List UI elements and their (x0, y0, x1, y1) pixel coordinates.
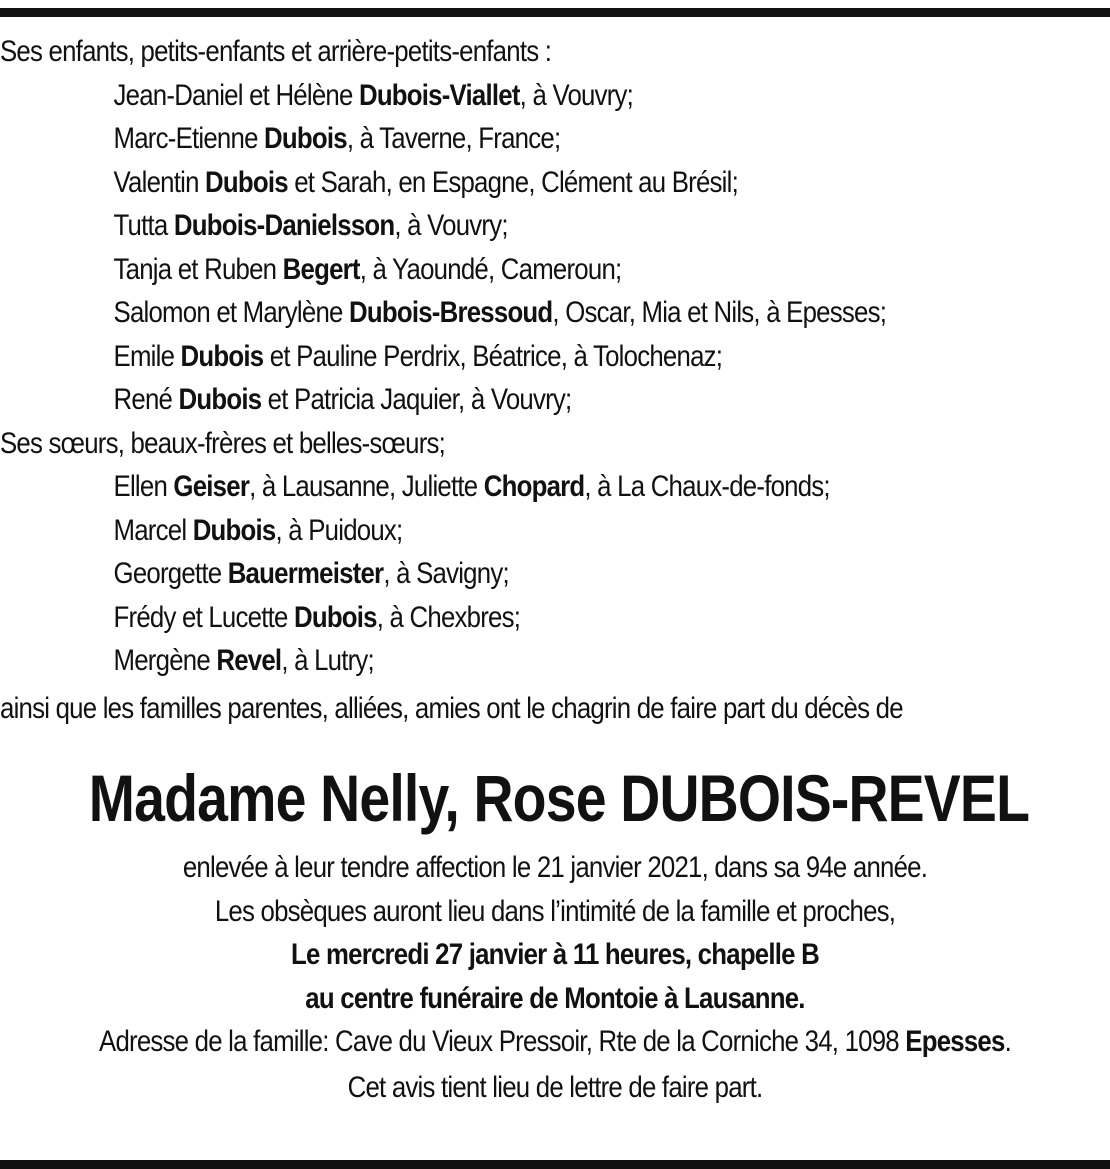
deceased-name: Madame Nelly, Rose DUBOIS-REVEL (88, 761, 1030, 835)
sibling-line: Frédy et Lucette Dubois, à Chexbres; (113, 600, 521, 634)
family-line: Jean-Daniel et Hélène Dubois-Viallet, à Vouvry; (113, 78, 634, 112)
footer-note: Cet avis tient lieu de lettre de faire part. (347, 1070, 763, 1104)
family-line: Valentin Dubois et Sarah, en Espagne, Clément au Brésil; (113, 165, 738, 199)
family-line: Marc-Etienne Dubois, à Taverne, France; (113, 122, 561, 155)
family-line: René Dubois et Patricia Jaquier, à Vouvry; (113, 383, 572, 416)
family-line: Tutta Dubois-Danielsson, à Vouvry; (113, 209, 508, 242)
top-border-rule (0, 8, 1110, 17)
family-line: Tanja et Ruben Begert, à Yaoundé, Cameroun; (113, 252, 622, 286)
sibling-line: Georgette Bauermeister, à Savigny; (113, 557, 509, 590)
siblings-heading: Ses sœurs, beaux-frères et belles-sœurs; (0, 426, 446, 460)
death-notice (0, 30, 1110, 1109)
sibling-line: Ellen Geiser, à Lausanne, Juliette Chopard, à La Chaux-de-fonds; (113, 470, 830, 503)
details-line: Les obsèques auront lieu dans l’intimité de la famille et proches, (214, 894, 896, 928)
family-address: Adresse de la famille: Cave du Vieux Pressoir, Rte de la Corniche 34, 1098 Epesses. (99, 1025, 1011, 1058)
ceremony-location-line: au centre funéraire de Montoie à Lausanne. (305, 981, 805, 1015)
ceremony-line: Le mercredi 27 janvier à 11 heures, chapelle B (290, 938, 820, 971)
sibling-line: Mergène Revel, à Lutry; (113, 644, 374, 677)
bottom-border-rule (0, 1160, 1110, 1169)
family-line: Emile Dubois et Pauline Perdrix, Béatrice, à Tolochenaz; (113, 339, 723, 373)
children-heading: Ses enfants, petits-enfants et arrière-petits-enfants : (0, 35, 552, 68)
sibling-line: Marcel Dubois, à Puidoux; (113, 513, 403, 547)
details-line: enlevée à leur tendre affection le 21 janvier 2021, dans sa 94e année. (182, 851, 928, 884)
family-line: Salomon et Marylène Dubois-Bressoud, Oscar, Mia et Nils, à Epesses; (113, 296, 887, 329)
closing-paragraph: ainsi que les familles parentes, alliées, amies ont le chagrin de faire part du décès de (0, 691, 903, 725)
